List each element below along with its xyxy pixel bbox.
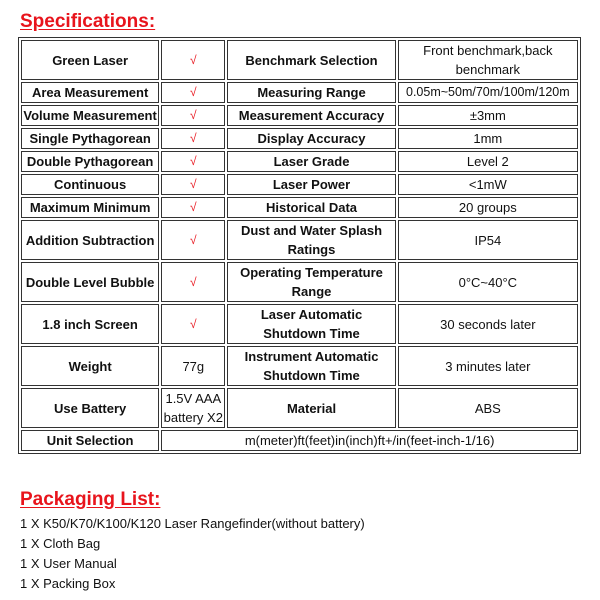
feature-label: Continuous — [21, 174, 159, 195]
spec-label: Display Accuracy — [227, 128, 395, 149]
table-row — [21, 430, 578, 451]
feature-label: Addition Subtraction — [21, 220, 159, 260]
check-mark-icon: √ — [161, 40, 225, 80]
check-mark-icon: √ — [161, 304, 225, 344]
spec-value: 30 seconds later — [398, 304, 578, 344]
check-mark-icon: √ — [161, 128, 225, 149]
check-mark-icon: √ — [161, 105, 225, 126]
specifications-table — [18, 37, 581, 454]
specifications-heading: Specifications: — [20, 11, 156, 32]
table-row — [21, 40, 578, 80]
table-row — [21, 346, 578, 386]
check-mark-icon: √ — [161, 174, 225, 195]
spec-value: 0.05m~50m/70m/100m/120m — [398, 82, 578, 103]
spec-value: 3 minutes later — [398, 346, 578, 386]
spec-label: Dust and Water Splash Ratings — [227, 220, 395, 260]
packaging-heading: Packaging List: — [20, 489, 161, 510]
spec-label: Laser Grade — [227, 151, 395, 172]
feature-label: Double Level Bubble — [21, 262, 159, 302]
weight-value: 77g — [161, 346, 225, 386]
spec-label: Measurement Accuracy — [227, 105, 395, 126]
spec-value: ±3mm — [398, 105, 578, 126]
spec-value: <1mW — [398, 174, 578, 195]
list-item: 1 X Cloth Bag — [20, 536, 101, 551]
table-row — [21, 262, 578, 302]
feature-label: 1.8 inch Screen — [21, 304, 159, 344]
check-mark-icon: √ — [161, 197, 225, 218]
spec-label: Historical Data — [227, 197, 395, 218]
battery-value: 1.5V AAA battery X2 — [161, 388, 225, 428]
table-row — [21, 128, 578, 149]
list-item: 1 X K50/K70/K100/K120 Laser Rangefinder(without battery) — [20, 516, 365, 531]
spec-label: Benchmark Selection — [227, 40, 395, 80]
table-row — [21, 388, 578, 428]
spec-value: 20 groups — [398, 197, 578, 218]
spec-label: Laser Automatic Shutdown Time — [227, 304, 395, 344]
spec-label: Operating Temperature Range — [227, 262, 395, 302]
feature-label: Green Laser — [21, 40, 159, 80]
table-row — [21, 151, 578, 172]
feature-label: Volume Measurement — [21, 105, 159, 126]
spec-value: Front benchmark,back benchmark — [398, 40, 578, 80]
packaging-list — [20, 514, 365, 594]
unit-selection-label: Unit Selection — [21, 430, 159, 451]
table-row — [21, 197, 578, 218]
list-item: 1 X Packing Box — [20, 576, 116, 591]
spec-value: 1mm — [398, 128, 578, 149]
table-row — [21, 82, 578, 103]
table-row — [21, 220, 578, 260]
unit-selection-value: m(meter)ft(feet)in(inch)ft+/in(feet-inch-1/16) — [161, 430, 578, 451]
spec-value: Level 2 — [398, 151, 578, 172]
spec-label: Measuring Range — [227, 82, 395, 103]
table-row — [21, 304, 578, 344]
feature-label: Single Pythagorean — [21, 128, 159, 149]
feature-label: Double Pythagorean — [21, 151, 159, 172]
feature-label: Weight — [21, 346, 159, 386]
spec-value: IP54 — [398, 220, 578, 260]
spec-label: Laser Power — [227, 174, 395, 195]
table-row — [21, 174, 578, 195]
feature-label: Maximum Minimum — [21, 197, 159, 218]
check-mark-icon: √ — [161, 151, 225, 172]
spec-label: Material — [227, 388, 395, 428]
table-row — [21, 105, 578, 126]
check-mark-icon: √ — [161, 220, 225, 260]
feature-label: Area Measurement — [21, 82, 159, 103]
check-mark-icon: √ — [161, 82, 225, 103]
list-item: 1 X User Manual — [20, 556, 117, 571]
feature-label: Use Battery — [21, 388, 159, 428]
check-mark-icon: √ — [161, 262, 225, 302]
spec-value: 0°C~40°C — [398, 262, 578, 302]
spec-label: Instrument Automatic Shutdown Time — [227, 346, 395, 386]
spec-value: ABS — [398, 388, 578, 428]
